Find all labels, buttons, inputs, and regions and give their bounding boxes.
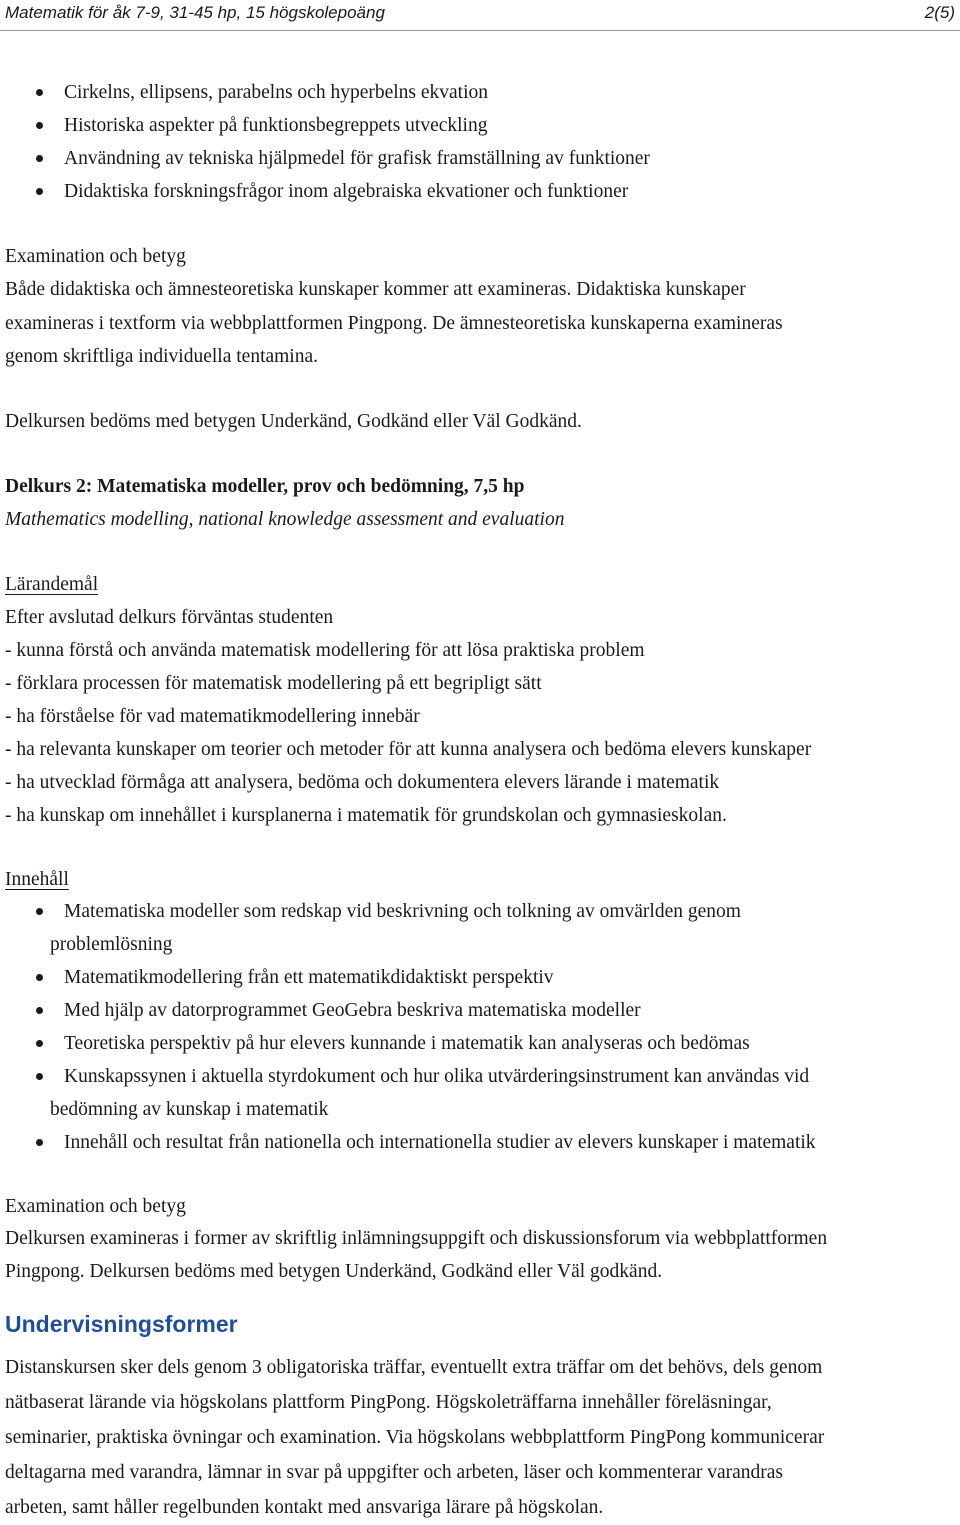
teaching-heading: Undervisningsformer <box>5 1311 238 1337</box>
grade-text-1: Delkursen bedöms med betygen Underkänd, Godkänd eller Väl Godkänd. <box>5 411 582 432</box>
goal-item: - ha utvecklad förmåga att analysera, bedöma och dokumentera elevers lärande i matematik <box>5 772 720 793</box>
text-line: nätbaserat lärande via högskolans plattform PingPong. Högskoleträffarna innehåller föreläsningar, <box>5 1392 772 1413</box>
list-item: Matematikmodellering från ett matematikdidaktiskt perspektiv <box>5 961 955 994</box>
list-item: Med hjälp av datorprogrammet GeoGebra beskriva matematiska modeller <box>5 994 955 1027</box>
list-item: Användning av tekniska hjälpmedel för grafisk framställning av funktioner <box>5 142 955 175</box>
page-header <box>0 0 960 31</box>
list-item: Innehåll och resultat från nationella och internationella studier av elevers kunskaper i matematik <box>5 1126 955 1159</box>
text-line: Både didaktiska och ämnesteoretiska kunskaper kommer att examineras. Didaktiska kunskaper <box>5 279 746 300</box>
text-line: Pingpong. Delkursen bedöms med betygen Underkänd, Godkänd eller Väl godkänd. <box>5 1261 663 1282</box>
goal-item: - ha förståelse för vad matematikmodellering innebär <box>5 706 420 727</box>
learning-goals-heading: Lärandemål <box>5 574 99 595</box>
learning-goals <box>5 601 955 832</box>
text-line: Delkursen examineras i former av skriftlig inlämningsuppgift och diskussionsforum via webbplattformen <box>5 1228 828 1249</box>
topic-list-1 <box>5 76 955 208</box>
text-line: seminarier, praktiska övningar och examination. Via högskolans webbplattform PingPong kommunicerar <box>5 1427 825 1448</box>
text-line: genom skriftliga individuella tentamina. <box>5 346 319 367</box>
text-line: examineras i textform via webbplattformen Pingpong. De ämnesteoretiska kunskaperna examineras <box>5 312 783 334</box>
text-line: arbeten, samt håller regelbunden kontakt med ansvariga lärare på högskolan. <box>5 1497 604 1518</box>
exam-heading-2: Examination och betyg <box>5 1196 186 1217</box>
list-item: Cirkelns, ellipsens, parabelns och hyperbelns ekvation <box>5 76 955 109</box>
list-item: Didaktiska forskningsfrågor inom algebraiska ekvationer och funktioner <box>5 175 955 208</box>
exam-heading-1: Examination och betyg <box>5 246 186 267</box>
goal-item: - kunna förstå och använda matematisk modellering för att lösa praktiska problem <box>5 640 645 661</box>
list-item: Historiska aspekter på funktionsbegreppets utveckling <box>5 109 955 142</box>
content-heading: Innehåll <box>5 869 69 890</box>
goal-item: - ha kunskap om innehållet i kursplanerna i matematik för grundskolan och gymnasieskolan. <box>5 805 727 826</box>
text-line: deltagarna med varandra, lämnar in svar på uppgifter och arbeten, läser och kommenterar varandras <box>5 1462 784 1483</box>
goal-item: - ha relevanta kunskaper om teorier och metoder för att kunna analysera och bedöma elevers kunskaper <box>5 739 812 760</box>
teaching-text <box>5 1350 955 1525</box>
goal-item: - förklara processen för matematisk modellering på ett begripligt sätt <box>5 673 542 694</box>
document-title: Matematik för åk 7-9, 31-45 hp, 15 högskolepoäng <box>5 3 385 22</box>
list-item: Matematiska modeller som redskap vid beskrivning och tolkning av omvärlden genom problemlösning <box>5 895 955 961</box>
exam-text-1 <box>5 273 955 374</box>
list-item: Teoretiska perspektiv på hur elevers kunnande i matematik kan analyseras och bedömas <box>5 1027 955 1060</box>
text-line: Distanskursen sker dels genom 3 obligatoriska träffar, eventuellt extra träffar om det behövs, dels genom <box>5 1357 823 1378</box>
subcourse-title: Delkurs 2: Matematiska modeller, prov och bedömning, 7,5 hp <box>5 476 525 497</box>
subcourse-subtitle: Mathematics modelling, national knowledge assessment and evaluation <box>5 509 565 530</box>
list-item: Kunskapssynen i aktuella styrdokument och hur olika utvärderingsinstrument kan användas vid bedömning av kunskap i matematik <box>5 1060 955 1126</box>
goals-intro: Efter avslutad delkurs förväntas studenten <box>5 607 334 628</box>
page-number: 2(5) <box>924 3 955 22</box>
content-list <box>5 895 955 1159</box>
exam-text-2 <box>5 1222 955 1288</box>
